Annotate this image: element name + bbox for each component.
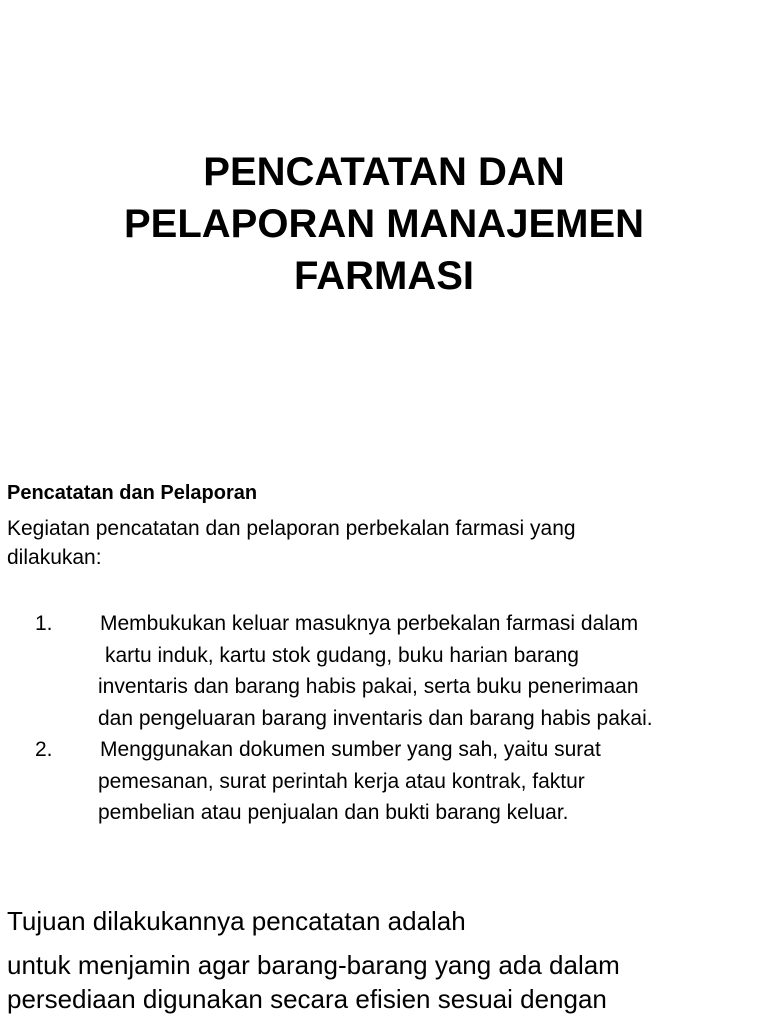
intro-line: dilakukan: <box>7 546 102 569</box>
list-item-line: dan pengeluaran barang inventaris dan barang habis pakai. <box>98 706 653 730</box>
list-item-line: pembelian atau penjualan dan bukti barang keluar. <box>98 801 569 824</box>
title-line: PELAPORAN MANAJEMEN <box>123 202 645 246</box>
list-item-line: Membukukan keluar masuknya perbekalan farmasi dalam <box>100 612 639 635</box>
list-item-line: Menggunakan dokumen sumber yang sah, yaitu surat <box>100 738 601 761</box>
intro-paragraph <box>7 514 707 572</box>
purpose-line: persediaan digunakan secara efisien sesuai dengan <box>7 984 607 1014</box>
section-heading: Pencatatan dan Pelaporan <box>7 482 258 504</box>
purpose-heading: Tujuan dilakukannya pencatatan adalah <box>7 906 466 936</box>
title-line: PENCATATAN DAN <box>203 150 565 194</box>
list-item-number: 2. <box>35 738 53 761</box>
title-line: FARMASI <box>294 254 474 298</box>
list-item <box>35 734 735 829</box>
intro-line: Kegiatan pencatatan dan pelaporan perbekalan farmasi yang <box>7 517 576 540</box>
list-item-line: pemesanan, surat perintah kerja atau kontrak, faktur <box>98 769 585 793</box>
slide-title <box>0 146 768 302</box>
purpose-paragraph <box>7 948 767 1016</box>
list-item-number: 1. <box>35 612 53 635</box>
list-item-line: inventaris dan barang habis pakai, serta buku penerimaan <box>98 675 639 698</box>
purpose-line: untuk menjamin agar barang-barang yang ada dalam <box>7 950 620 980</box>
list-item <box>35 608 735 734</box>
list-item-line: kartu induk, kartu stok gudang, buku harian barang <box>105 643 579 667</box>
